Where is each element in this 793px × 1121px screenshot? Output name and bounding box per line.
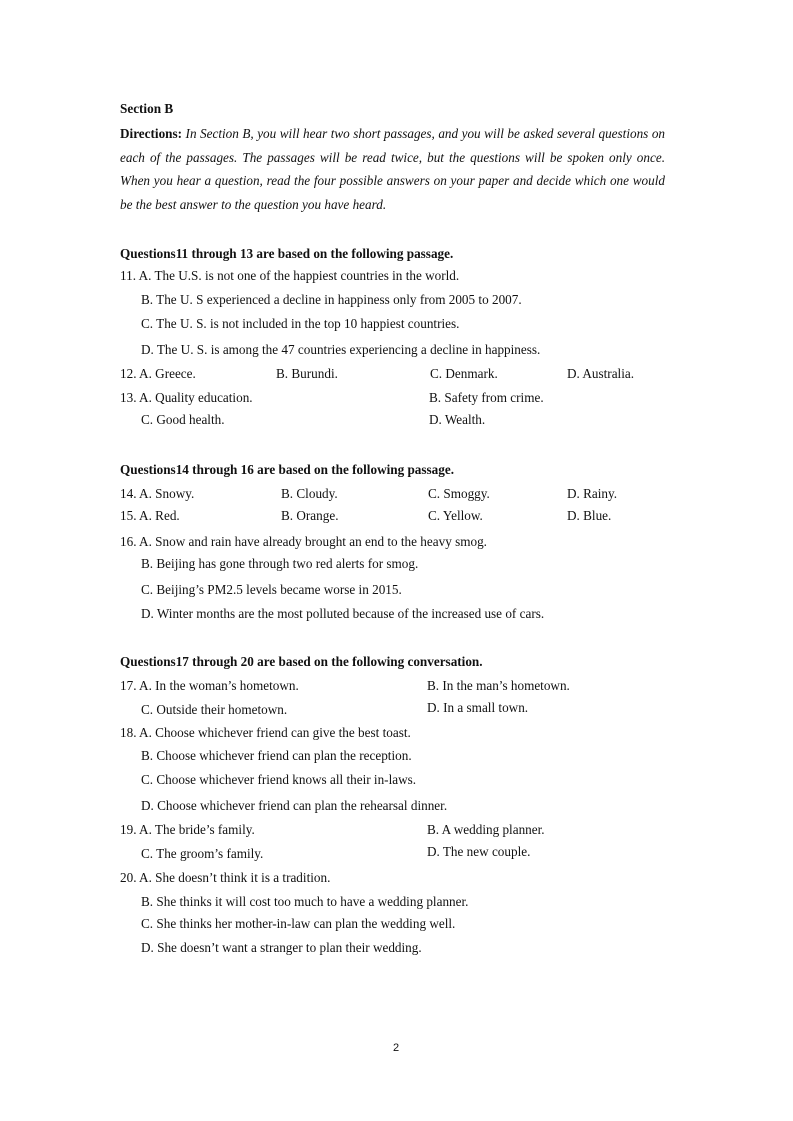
q17-option-b: B. In the man’s hometown. (427, 678, 570, 693)
section-title: Section B (120, 101, 174, 116)
directions-text: In Section B, you will hear two short passages, and you will be asked several questions on each of the passages. The passages will be read twice, but the questions will be spoken only once. When you hear a question, read the four possible answers on your paper and decide which one would be the best answer to the question you have heard. (120, 126, 666, 212)
q17-option-d: D. In a small town. (427, 700, 529, 715)
q19-option-d: D. The new couple. (427, 844, 531, 859)
q20-option-a: 20. A. She doesn’t think it is a tradition. (120, 870, 331, 885)
q19-option-c: C. The groom’s family. (141, 846, 264, 861)
q17-option-c: C. Outside their hometown. (141, 702, 288, 717)
q11-option-b: B. The U. S experienced a decline in happiness only from 2005 to 2007. (141, 292, 522, 307)
q16-option-a: 16. A. Snow and rain have already brought an end to the heavy smog. (120, 534, 487, 549)
q15-option-d: D. Blue. (567, 508, 612, 523)
q13-option-c: C. Good health. (141, 412, 225, 427)
q20-option-d: D. She doesn’t want a stranger to plan their wedding. (141, 940, 422, 955)
q14-option-c: C. Smoggy. (428, 486, 490, 501)
q16-option-d: D. Winter months are the most polluted because of the increased use of cars. (141, 606, 545, 621)
q20-option-b: B. She thinks it will cost too much to have a wedding planner. (141, 894, 469, 909)
q11-option-d: D. The U. S. is among the 47 countries experiencing a decline in happiness. (141, 342, 541, 357)
group-heading: Questions17 through 20 are based on the following conversation. (120, 654, 483, 669)
q12-option-a: 12. A. Greece. (120, 366, 196, 381)
directions-paragraph (120, 122, 665, 216)
q18-option-c: C. Choose whichever friend knows all their in-laws. (141, 772, 417, 787)
page-number: 2 (393, 1042, 400, 1054)
q15-option-a: 15. A. Red. (120, 508, 180, 523)
group-heading: Questions14 through 16 are based on the following passage. (120, 462, 455, 477)
q11-option-a: 11. A. The U.S. is not one of the happiest countries in the world. (120, 268, 460, 283)
q14-option-d: D. Rainy. (567, 486, 618, 501)
q18-option-b: B. Choose whichever friend can plan the reception. (141, 748, 412, 763)
q18-option-d: D. Choose whichever friend can plan the rehearsal dinner. (141, 798, 448, 813)
q15-option-c: C. Yellow. (428, 508, 483, 523)
q17-option-a: 17. A. In the woman’s hometown. (120, 678, 299, 693)
q13-option-a: 13. A. Quality education. (120, 390, 253, 405)
q16-option-b: B. Beijing has gone through two red alerts for smog. (141, 556, 419, 571)
q16-option-c: C. Beijing’s PM2.5 levels became worse in 2015. (141, 582, 402, 597)
q14-option-a: 14. A. Snowy. (120, 486, 195, 501)
q12-option-b: B. Burundi. (276, 366, 338, 381)
group-heading: Questions11 through 13 are based on the following passage. (120, 246, 454, 261)
q12-option-c: C. Denmark. (430, 366, 498, 381)
q18-option-a: 18. A. Choose whichever friend can give the best toast. (120, 725, 411, 740)
q12-option-d: D. Australia. (567, 366, 635, 381)
q19-option-a: 19. A. The bride’s family. (120, 822, 255, 837)
q13-option-d: D. Wealth. (429, 412, 486, 427)
q20-option-c: C. She thinks her mother-in-law can plan the wedding well. (141, 916, 456, 931)
q14-option-b: B. Cloudy. (281, 486, 338, 501)
q15-option-b: B. Orange. (281, 508, 339, 523)
directions-label: Directions: (120, 126, 183, 141)
q11-option-c: C. The U. S. is not included in the top 10 happiest countries. (141, 316, 460, 331)
q13-option-b: B. Safety from crime. (429, 390, 544, 405)
q19-option-b: B. A wedding planner. (427, 822, 545, 837)
